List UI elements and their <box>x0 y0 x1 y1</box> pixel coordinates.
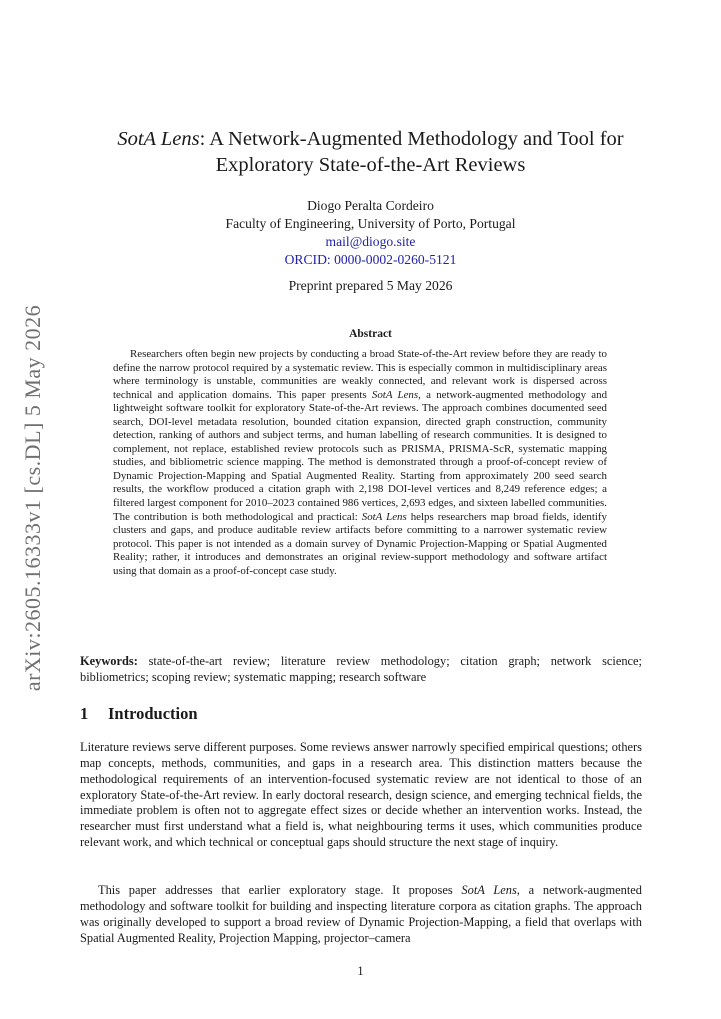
page-number: 1 <box>357 964 364 978</box>
intro-paragraph-2 <box>80 883 642 946</box>
paper-title-line2: Exploratory State-of-the-Art Reviews <box>215 154 526 176</box>
author-affiliation: Faculty of Engineering, University of Porto, Portugal <box>225 216 516 231</box>
abstract-heading: Abstract <box>349 328 392 340</box>
abstract-tool-name-1: SotA Lens <box>371 388 419 401</box>
arxiv-identifier: arXiv:2605.16333v1 [cs.DL] 5 May 2026 <box>20 304 45 691</box>
keywords-label: Keywords: <box>80 654 138 668</box>
author-orcid-link[interactable]: ORCID: 0000-0002-0260-5121 <box>284 252 457 267</box>
section-number: 1 <box>80 704 89 723</box>
section-heading-introduction <box>80 704 198 724</box>
author-name: Diogo Peralta Cordeiro <box>307 198 434 213</box>
author-email-link[interactable]: mail@diogo.site <box>325 234 416 249</box>
intro-tool-name: SotA Lens <box>461 883 517 897</box>
section-title: Introduction <box>108 704 198 723</box>
intro-paragraph-1: Literature reviews serve different purposes. Some reviews answer narrowly specified empirical questions; others map concepts, methods, communities, and gaps in a research area. This distinction matters because the methodological requirements of an intervention-focused systematic review are not identical to those of an exploratory State-of-the-Art review. In early doctoral research, design science, and emerging technical fields, the immediate problem is often not to aggregate effect sizes or decide whether an intervention works. Instead, the researcher must first understand what a field is, what neighbouring terms it uses, which communities produce relevant work, and which technical or conceptual gaps should structure the next stage of inquiry. <box>80 740 642 850</box>
abstract-text-part3: helps researchers map broad fields, identify clusters and gaps, and produce auditable review artifacts before committing to a narrower systematic review protocol. This paper is not intended as a domain survey of Dynamic Projection-Mapping or Spatial Augmented Reality; rather, it introduces and demonstrates an original review-support methodology and software artifact using that domain as a proof-of-concept case study. <box>113 510 607 577</box>
abstract-body <box>113 348 607 578</box>
keywords-text: state-of-the-art review; literature review methodology; citation graph; network science; bibliometrics; scoping review; systematic mapping; research software <box>80 654 642 684</box>
abstract-text-part2: , a network-augmented methodology and lightweight software toolkit for exploratory State-of-the-Art reviews. The approach combines documented seed search, DOI-level metadata resolution, bounded citation expansion, directed graph construction, community detection, ranking of authors and subject terms, and human labelling of research communities. It is designed to complement, not replace, established review protocols such as PRISMA, PRISMA-ScR, systematic mapping studies, and bibliometric science mapping. The method is demonstrated through a proof-of-concept review of Dynamic Projection-Mapping and Spatial Augmented Reality. Starting from approximately 200 seed search results, the workflow produced a citation graph with 2,198 DOI-level vertices and 8,249 reference edges; a filtered largest component for 2010–2023 contained 986 vertices, 2,693 edges, and sixteen labelled communities. The contribution is both methodological and practical: <box>113 388 608 523</box>
preprint-date: Preprint prepared 5 May 2026 <box>288 278 453 293</box>
author-block <box>60 197 681 269</box>
intro-paragraph-2-part1: This paper addresses that earlier exploratory stage. It proposes <box>98 883 462 897</box>
abstract-tool-name-2: SotA Lens <box>361 510 407 523</box>
intro-paragraph-2-part2: , a network-augmented methodology and software toolkit for building and inspecting literature corpora as citation graphs. The approach was originally developed to support a broad review of Dynamic Projection-Mapping, a field that overlaps with Spatial Augmented Reality, Projection Mapping, projector–camera <box>80 883 642 945</box>
abstract-text-part1: Researchers often begin new projects by conducting a broad State-of-the-Art review before they are ready to define the narrow protocol required by a systematic review. This is especially common in multidisciplinary areas where terminology is unstable, communities are weakly connected, and relevant work is dispersed across technical and application domains. This paper presents <box>113 348 607 401</box>
paper-title-line1-rest: : A Network-Augmented Methodology and Tool for <box>199 128 624 150</box>
paper-title-tool-name: SotA Lens <box>117 128 200 150</box>
keywords <box>80 653 642 685</box>
paper-title <box>60 126 681 178</box>
arxiv-identifier-stamp <box>4 300 62 695</box>
